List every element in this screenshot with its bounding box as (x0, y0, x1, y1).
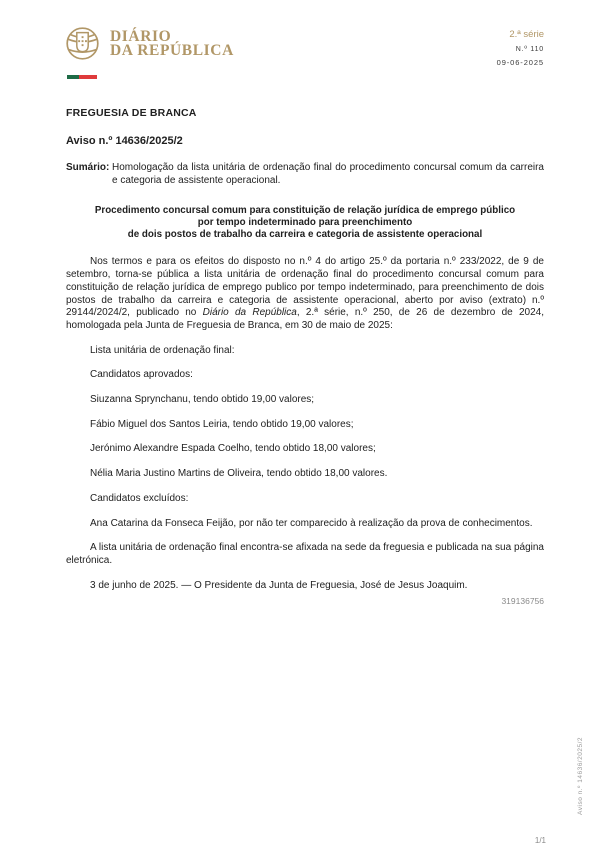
issue-date: 09-06-2025 (496, 58, 544, 67)
approved-candidate: Siuzanna Sprynchanu, tendo obtido 19,00 valores; (90, 394, 315, 406)
procedure-heading (66, 205, 544, 242)
summary-text: Homologação da lista unitária de ordenação final do procedimento concursal comum da carreira e categoria de assistente operacional. (112, 162, 544, 187)
issue-number: N.º 110 (515, 46, 544, 53)
signature-line: 3 de junho de 2025. — O Presidente da Junta de Freguesia, José de Jesus Joaquim. (90, 579, 468, 591)
portugal-flag-icon (67, 75, 97, 79)
closing-paragraph: A lista unitária de ordenação final encontra-se afixada na sede da freguesia e publicada na sua página eletrónica. (66, 542, 544, 566)
summary-label: Sumário: (66, 162, 110, 174)
logo-line1: DIÁRIO (110, 28, 172, 45)
organization-name: FREGUESIA DE BRANCA (66, 107, 197, 119)
registration-number: 319136756 (501, 596, 544, 607)
vertical-notice-label: Aviso n.º 14636/2025/2 (577, 737, 584, 815)
procedure-heading-line3: de dois postos de trabalho da carreira e categoria de assistente operacional (127, 229, 483, 241)
excluded-heading: Candidatos excluídos: (90, 492, 189, 504)
approved-candidate: Fábio Miguel dos Santos Leiria, tendo obtido 19,00 valores; (90, 418, 354, 430)
issue-meta (497, 26, 544, 67)
logo-line2: DA REPÚBLICA (110, 42, 234, 59)
page-indicator: 1/1 (534, 836, 546, 845)
approved-candidate: Jerónimo Alexandre Espada Coelho, tendo obtido 18,00 valores; (90, 443, 376, 455)
excluded-candidate: Ana Catarina da Fonseca Feijão, por não ter comparecido à realização da prova de conhecimentos. (90, 517, 533, 529)
armillary-sphere-emblem-icon (65, 26, 101, 79)
list-heading: Lista unitária de ordenação final: (90, 344, 235, 356)
intro-italic-title: Diário da República (202, 307, 297, 319)
document-body (66, 107, 544, 608)
summary-paragraph (66, 162, 544, 187)
procedure-heading-line2: por tempo indeterminado para preenchimento (197, 217, 413, 229)
logo-wordmark (110, 30, 234, 58)
intro-part1: Nos termos e para os efeitos do disposto no n.º 4 do artigo 25.º da portaria n.º 233/2022, de 9 de setembro, torna-se pública a lista unitária de ordenação final do procedimento concursal comum para constituição de relação jurídica de emprego publico por tempo indeterminado, para preenchimento de dois postos de trabalho da carreira e categoria de assistente operacional, aberto por aviso (extrato) n.º 29144/2024/2, publicado no (66, 256, 544, 319)
approved-heading: Candidatos aprovados: (90, 369, 193, 381)
approved-candidate: Nélia Maria Justino Martins de Oliveira, tendo obtido 18,00 valores. (90, 468, 388, 480)
intro-part2: , 2.ª série, n.º 250, de 26 de dezembro de 2024, homologada pela Junta de Freguesia de Branca, em 30 de maio de 2025: (66, 307, 544, 331)
diario-da-republica-logo (65, 26, 234, 79)
intro-paragraph (66, 256, 544, 332)
series-label: 2.ª série (509, 29, 544, 40)
notice-title: Aviso n.º 14636/2025/2 (66, 134, 183, 147)
page-header (0, 0, 608, 79)
procedure-heading-line1: Procedimento concursal comum para constituição de relação jurídica de emprego público (94, 204, 516, 216)
